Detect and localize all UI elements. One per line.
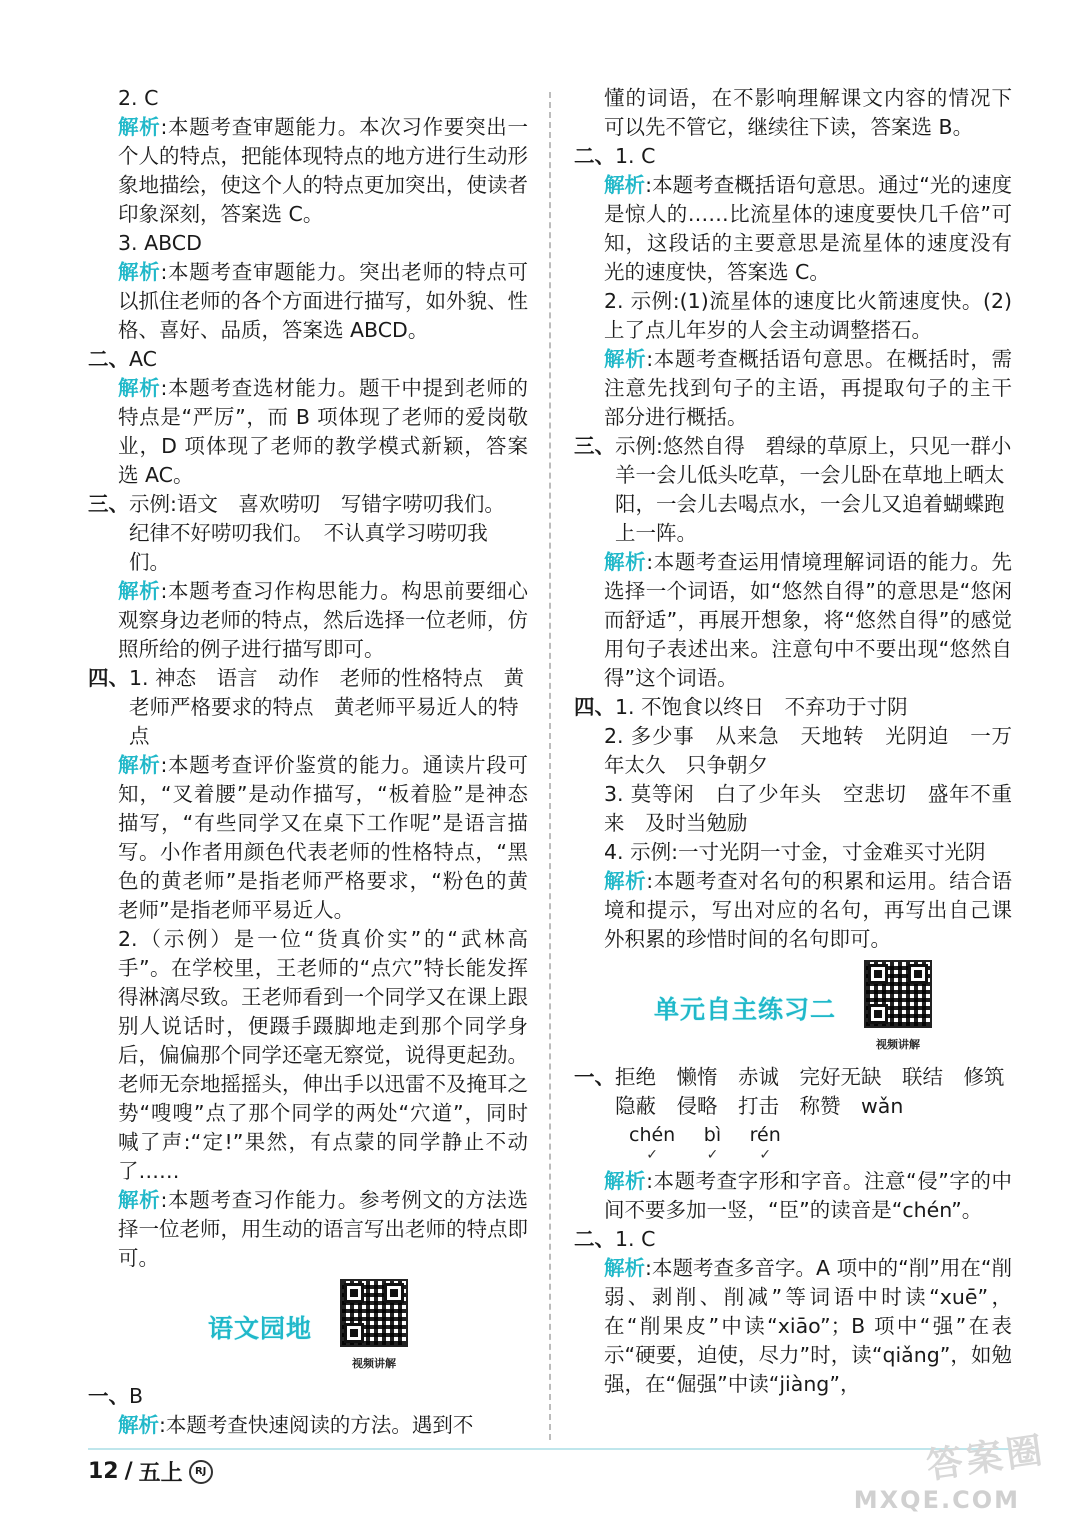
analysis: 解析:本题考查多音字。A 项中的“削”用在“削弱、剥削、削减”等词语中时读“xuē”，在“削果皮”中读“xiāo”；B 项中“强”在表示“硬要，迫使，尽力”时，读“qiǎng”，如勉强，在“倔强”中读“jiàng”， [604,1256,1013,1396]
section-2-answer: 二、 1. C [574,1227,656,1251]
analysis: 解析:本题考查选材能力。题干中提到老师的特点是“严厉”，而 B 项体现了老师的爱岗敬业，D 项体现了老师的教学模式新颖，答案选 AC。 [118,376,529,487]
section-4-answer: 四、 1. 不饱食以终日 不弃功于寸阴 [574,695,908,719]
right-column [574,84,1025,1399]
section-header-yuwen-yuandi [88,1279,528,1378]
qr-caption: 视频讲解 [352,1357,396,1370]
analysis: 解析:本题考查习作构思能力。构思前要细心观察身边老师的特点，然后选择一位老师，仿照所给的例子进行描写即可。 [118,579,529,661]
answer-2: 2. 多少事 从来急 天地转 光阴迫 一万年太久 只争朝夕 [604,724,1012,777]
pinyin-item: bì ✓ [703,1124,722,1163]
analysis-continued: 懂的词语，在不影响理解课文内容的情况下可以先不管它，继续往下读，答案选 B。 [604,86,1012,139]
section-2-answer: 二、 1. C [574,144,656,168]
page-number: 12 [88,1459,119,1484]
section-4-answer: 四、 1. 神态 语言 动作 老师的性格特点 黄老师严格要求的特点 黄老师平易近人的特点 [88,666,525,748]
analysis: 解析:本题考查概括语句意思。在概括时，需注意先找到句子的主语，再提取句子的主干部分进行概括。 [604,347,1013,429]
footer-separator: / [124,1459,133,1484]
edition-badge-icon: RJ [189,1460,213,1484]
section-3-answer: 三、 示例:语文 喜欢唠叨 写错字唠叨我们。 纪律不好唠叨我们。 不认真学习唠叨我们。 [88,492,516,574]
analysis: 解析:本题考查运用情境理解词语的能力。先选择一个词语，如“悠然自得”的意思是“悠闲而舒适”，再展开想象，将“悠然自得”的感觉用句子表述出来。注意句中不要出现“悠然自得”这个词语。 [604,550,1013,690]
analysis: 解析:本题考查快速阅读的方法。遇到不 [118,1413,474,1437]
section-3-answer: 三、 示例:悠然自得 碧绿的草原上，只见一群小羊一会儿低头吃草，一会儿卧在草地上晒太阳，一会儿去喝点水，一会儿又追着蝴蝶跑上一阵。 [574,434,1012,545]
check-mark-icon: ✓ [646,1147,658,1163]
section-title: 语文园地 [207,1314,312,1343]
qr-code[interactable] [864,960,932,1059]
footer-rule [88,1448,1012,1450]
pinyin-item: rén ✓ [749,1124,781,1163]
analysis: 解析:本题考查审题能力。本次习作要突出一个人的特点，把能体现特点的地方进行生动形象地描绘，使这个人的特点更加突出，使读者印象深刻，答案选 C。 [118,115,529,226]
section-2-answer: 二、 AC [88,347,157,371]
example-answer: 2.（示例）是一位“货真价实”的“武林高手”。在学校里，王老师的“点穴”特长能发挥得淋漓尽致。王老师看到一个同学又在课上跟别人说话时，便蹑手蹑脚地走到那个同学身后，偏偏那个同学还毫无察觉，说得更起劲。老师无奈地摇摇头，伸出手以迅雷不及掩耳之势“嗖嗖”点了那个同学的两处“穴道”，同时喊了声:“定!”果然，有点蒙的同学静止不动了…… [118,927,528,1183]
analysis: 解析:本题考查对名句的积累和运用。结合语境和提示，写出对应的名句，再写出自己课外积累的珍惜时间的名句即可。 [604,869,1013,951]
qr-code[interactable] [340,1279,408,1378]
qr-code-icon [340,1279,408,1347]
pinyin-item: chén ✓ [629,1124,676,1163]
analysis: 解析:本题考查习作能力。参考例文的方法选择一位老师，用生动的语言写出老师的特点即可。 [118,1188,529,1270]
watermark-url: MXQE.COM [853,1486,1020,1514]
qr-caption: 视频讲解 [876,1038,920,1051]
analysis: 解析:本题考查审题能力。突出老师的特点可以抓住老师的各个方面进行描写，如外貌、性格、喜好、品质，答案选 ABCD。 [118,260,529,342]
pinyin-corrections [574,1121,1012,1167]
answer-3: 3. ABCD [118,231,202,255]
check-mark-icon: ✓ [759,1147,772,1163]
answer-2: 2. 示例:(1)流星体的速度比火箭速度快。(2)上了点儿年岁的人会主动调整搭石。 [604,289,1012,342]
section-1-answer: 一、 拒绝 懒惰 赤诚 完好无缺 联结 修筑 隐蔽 侵略 打击 称赞 wǎn [574,1065,1025,1118]
analysis: 解析:本题考查评价鉴赏的能力。通读片段可知，“叉着腰”是动作描写，“板着脸”是神态描写，“有些同学又在桌下工作呢”是语言描写。小作者用颜色代表老师的性格特点，“黑色的黄老师”是指老师严格要求，“粉色的黄老师”是指老师平易近人。 [118,753,529,922]
check-mark-icon: ✓ [706,1147,719,1163]
answer-3: 3. 莫等闲 白了少年头 空悲切 盛年不重来 及时当勉励 [604,782,1012,835]
analysis: 解析:本题考查概括语句意思。通过“光的速度是惊人的……比流星体的速度要快几千倍”可知，这段话的主要意思是流星体的速度没有光的速度快，答案选 C。 [604,173,1013,284]
analysis: 解析:本题考查字形和字音。注意“侵”字的中间不要多加一竖，“臣”的读音是“chén”。 [604,1169,1012,1222]
watermark-logo: 答案圈 [924,1429,1049,1488]
column-divider [549,92,551,1440]
section-1-answer: 一、 B [88,1384,144,1408]
left-column [88,84,528,1440]
answer-2: 2. C [118,86,159,110]
answer-4: 4. 示例:一寸光阴一寸金，寸金难买寸光阴 [604,840,986,864]
grade-label: 五上 [138,1461,183,1486]
section-title: 单元自主练习二 [653,995,836,1024]
section-header-unit-practice-2 [574,960,1012,1059]
qr-code-icon [864,960,932,1028]
page-footer [88,1456,213,1487]
